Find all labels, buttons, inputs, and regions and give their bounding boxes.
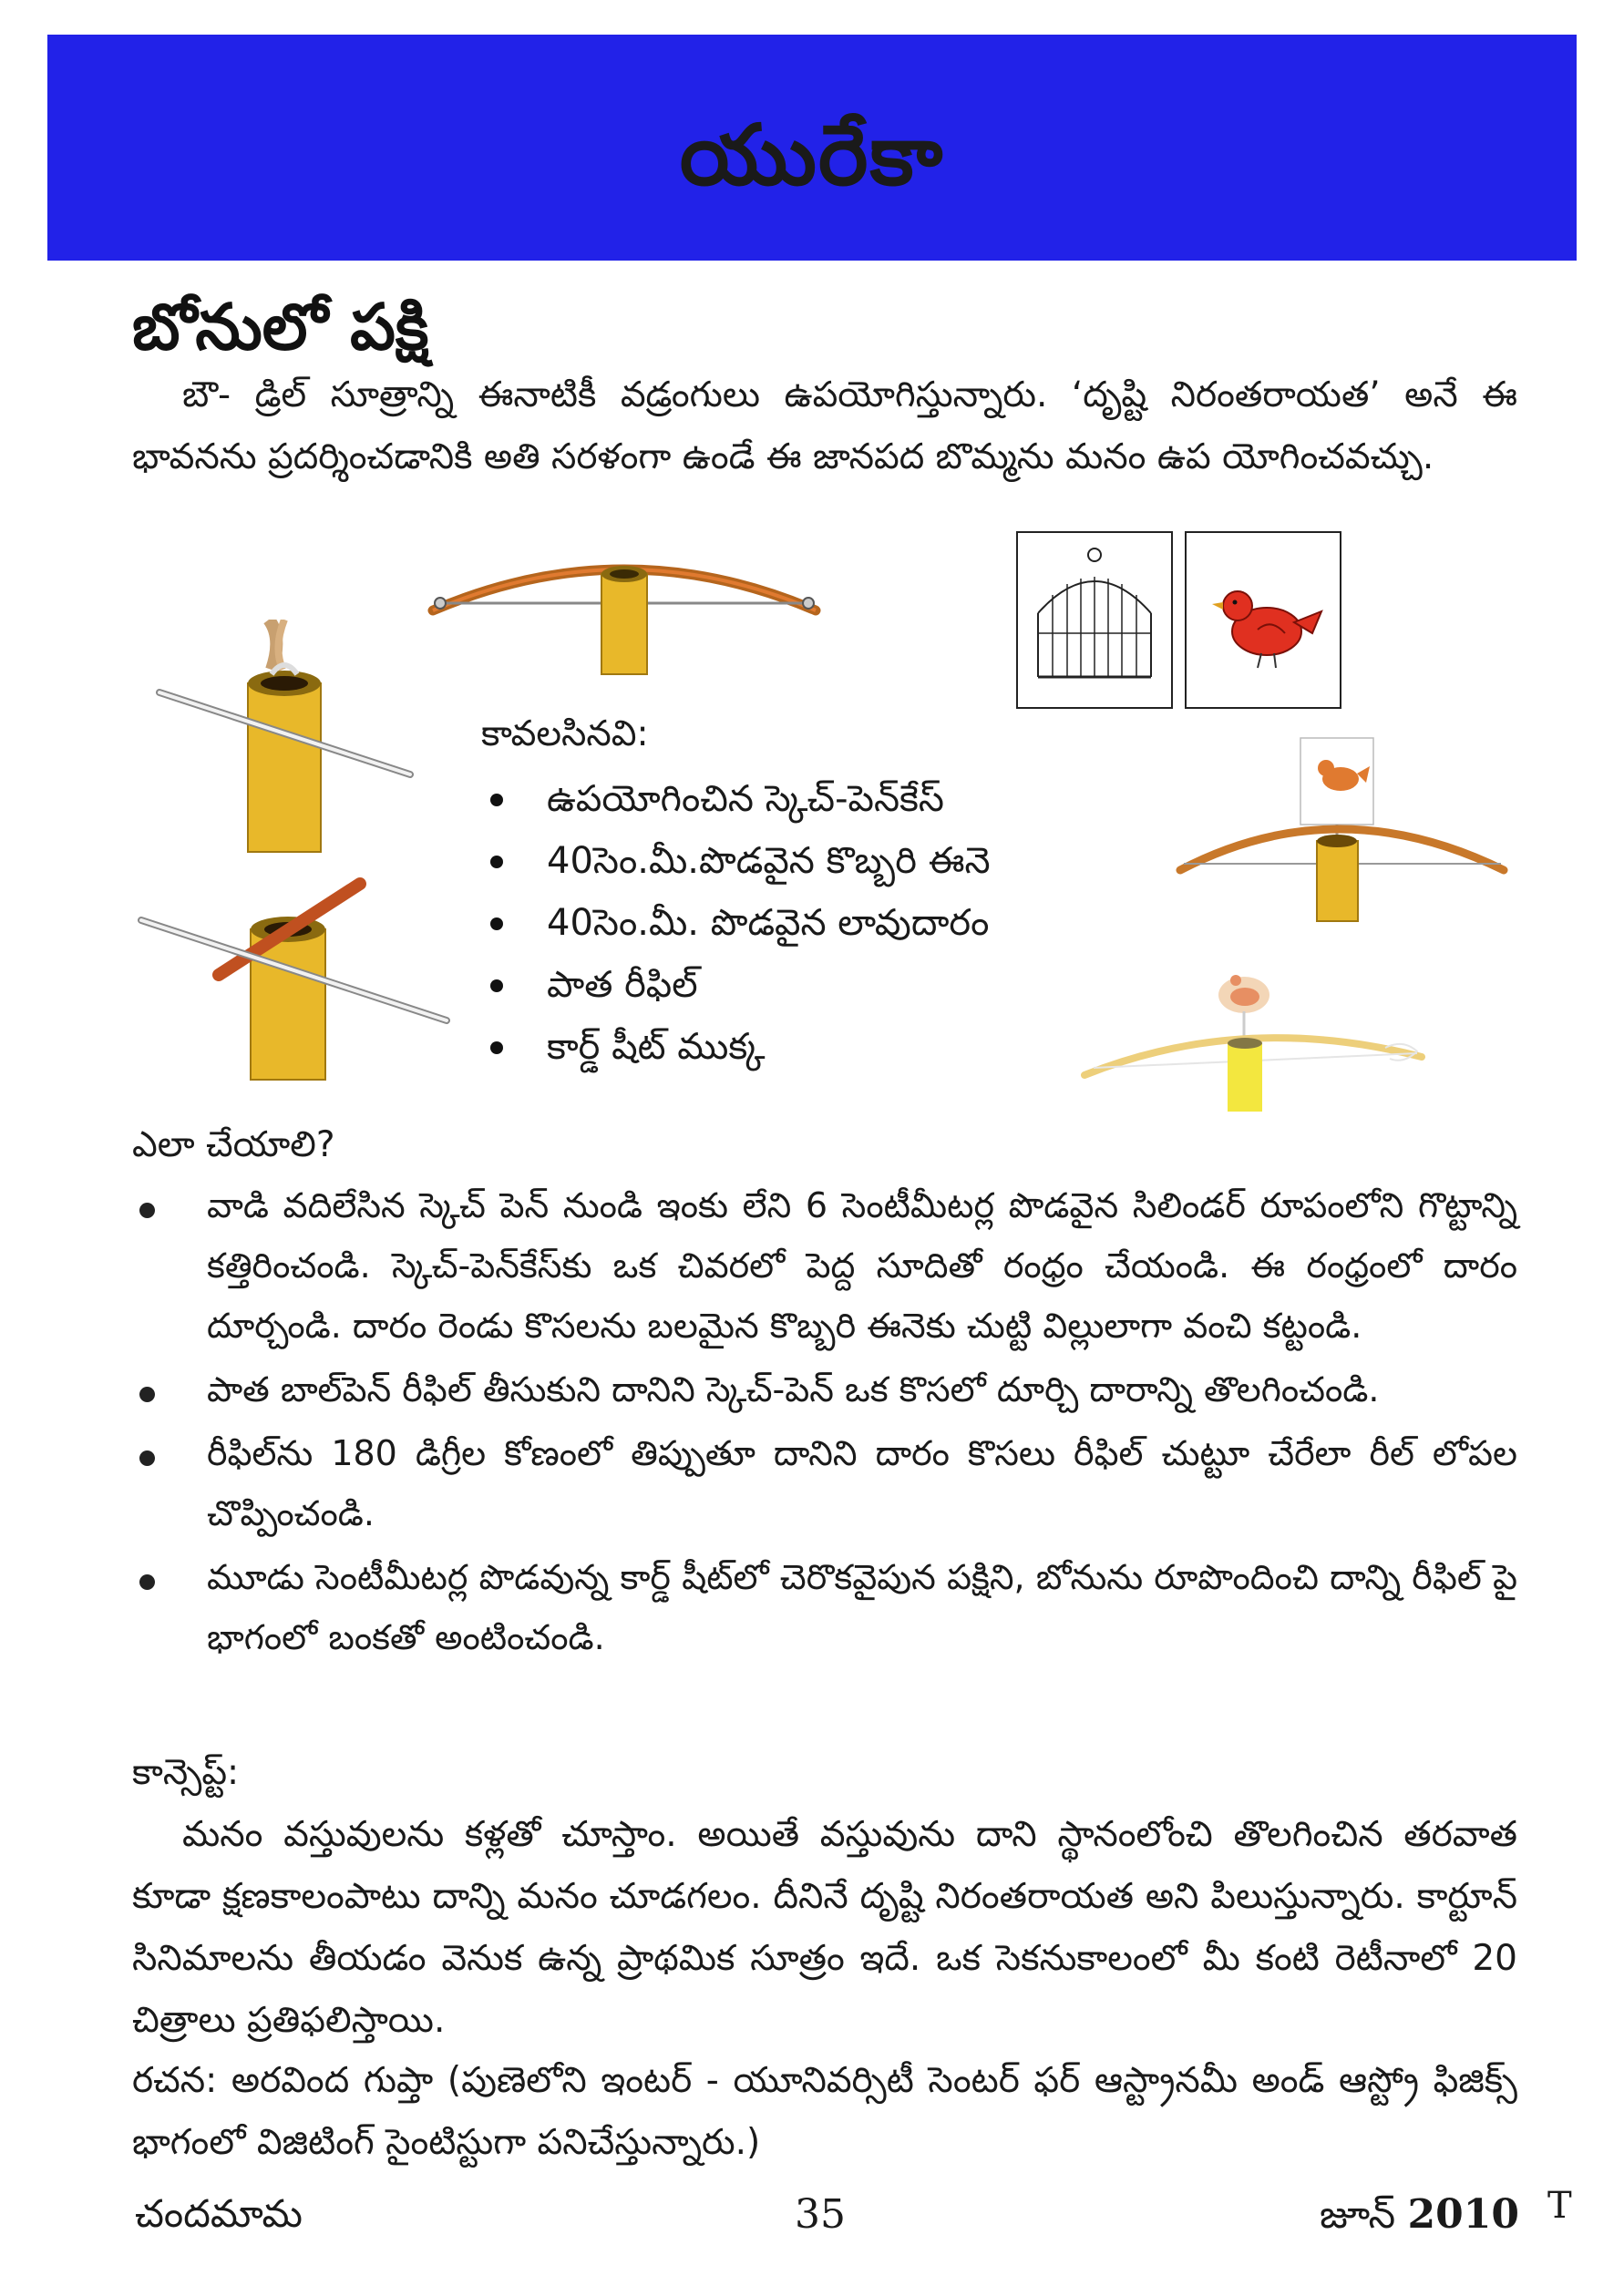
cage-card bbox=[1016, 531, 1173, 709]
intro-paragraph: బౌ- డ్రిల్ సూత్రాన్ని ఈనాటికీ వడ్రంగులు ఉపయోగిస్తున్నారు. ‘దృష్టి నిరంతరాయత’ అనే ఈ భావనను ప్రదర్శించడానికి అతి సరళంగా ఉండే ఈ జానపద బొమ్మను మనం ఉప యోగించవచ్చు. bbox=[132, 374, 1517, 477]
bullet-icon bbox=[490, 1041, 503, 1054]
bullet-icon bbox=[490, 794, 503, 806]
list-item bbox=[132, 1359, 1517, 1420]
concept-paragraph: మనం వస్తువులను కళ్లతో చూస్తాం. అయితే వస్తువును దాని స్థానంలోంచి తొలగించిన తరవాత కూడా క్షణకాలంపాటు దాన్ని మనం చూడగలం. దీనినే దృష్టి నిరంతరాయత అని పిలుస్తున్నారు. కార్టూన్ సినిమాలను తీయడం వెనుక ఉన్న ప్రాథమిక సూత్రం ఇదే. ఒక సెకనుకాలంలో మీ కంటి రెటీనాలో 20 చిత్రాలు ప్రతిఫలిస్తాయి. bbox=[132, 1814, 1517, 2041]
page-number: 35 bbox=[795, 2191, 846, 2238]
assembled-toy-illustration bbox=[1171, 733, 1517, 925]
list-item-text: 40సెం.మీ. పొడవైన లావుదారం bbox=[547, 902, 990, 944]
list-item bbox=[481, 1016, 1119, 1078]
page-mark: T bbox=[1547, 2185, 1572, 2227]
issue-date bbox=[1320, 2191, 1519, 2247]
header-banner bbox=[47, 35, 1577, 261]
list-item bbox=[132, 1175, 1517, 1356]
step-text: పాత బాల్‌పెన్ రీఫిల్ తీసుకుని దానిని స్కెచ్-పెన్ ఒక కొసలో దూర్చి దారాన్ని తొలగించండి. bbox=[207, 1369, 1380, 1409]
section-title: యురేకా bbox=[679, 107, 945, 204]
tube-thread-illustration bbox=[155, 620, 419, 856]
bullet-icon bbox=[139, 1387, 155, 1402]
bullet-icon bbox=[139, 1450, 155, 1466]
list-item-text: ఉపయోగించిన స్కెచ్-పెన్‌కేస్ bbox=[547, 778, 944, 820]
steps-list bbox=[132, 1175, 1517, 1671]
bullet-icon bbox=[490, 979, 503, 992]
bullet-icon bbox=[490, 917, 503, 930]
bullet-icon bbox=[139, 1203, 155, 1218]
bullet-icon bbox=[139, 1574, 155, 1590]
list-item bbox=[132, 1423, 1517, 1543]
issue-month: జూన్ bbox=[1320, 2192, 1396, 2237]
concept-heading: కాన్సెప్ట్: bbox=[132, 1752, 240, 1793]
bullet-icon bbox=[490, 856, 503, 868]
list-item bbox=[481, 954, 1119, 1016]
author-credit: రచన: అరవింద గుప్తా (పుణెలోని ఇంటర్ - యూనివర్సిటీ సెంటర్ ఫర్ ఆస్ట్రానమీ అండ్ ఆస్ట్రో ఫిజిక్స్ భాగంలో విజిటింగ్ సైంటిస్టుగా పనిచేస్తున్నారు.) bbox=[132, 2060, 1517, 2163]
magazine-name: చందమామ bbox=[135, 2191, 303, 2236]
bow-illustration bbox=[415, 538, 834, 683]
issue-year: 2010 bbox=[1407, 2191, 1519, 2238]
list-item-text: పాత రీఫిల్ bbox=[547, 964, 698, 1006]
list-item bbox=[132, 1547, 1517, 1667]
step-text: మూడు సెంటీమీటర్ల పొడవున్న కార్డ్ షీట్‌లో చెరొకవైపున పక్షిని, బోనును రూపొందించి దాన్ని రీఫిల్ పై భాగంలో బంకతో అంటించండి. bbox=[207, 1557, 1517, 1657]
list-item bbox=[481, 830, 1119, 892]
materials-heading: కావలసినవి: bbox=[481, 713, 649, 754]
list-item-text: కార్డ్ షీట్ ముక్క bbox=[547, 1026, 766, 1068]
step-text: వాడి వదిలేసిన స్కెచ్ పెన్ నుండి ఇంకు లేని 6 సెంటీమీటర్ల పొడవైన సిలిండర్ రూపంలోని గొట్టాన్ని కత్తిరించండి. స్కెచ్-పెన్‌కేస్‌కు ఒక చివరలో పెద్ద సూదితో రంధ్రం చేయండి. ఈ రంధ్రంలో దారం దూర్చండి. దారం రెండు కొసలను బలమైన కొబ్బరి ఈనెకు చుట్టి విల్లులాగా వంచి కట్టండి. bbox=[207, 1185, 1517, 1346]
list-item-text: 40సెం.మీ.పొడవైన కొబ్బరి ఈనె bbox=[547, 840, 991, 882]
spinning-toy-illustration bbox=[1066, 957, 1449, 1121]
tube-stick-illustration bbox=[137, 875, 456, 1084]
list-item bbox=[481, 768, 1119, 830]
list-item bbox=[481, 892, 1119, 954]
step-text: రీఫిల్‌ను 180 డిగ్రీల కోణంలో తిప్పుతూ దానిని దారం కొసలు రీఫిల్ చుట్టూ చేరేలా రీల్ లోపల చొప్పించండి. bbox=[207, 1433, 1517, 1533]
materials-list bbox=[481, 706, 1119, 1078]
article-title: బోనులో పక్షి bbox=[132, 290, 429, 364]
bird-card bbox=[1185, 531, 1341, 709]
how-heading: ఎలా చేయాలి? bbox=[132, 1124, 335, 1165]
